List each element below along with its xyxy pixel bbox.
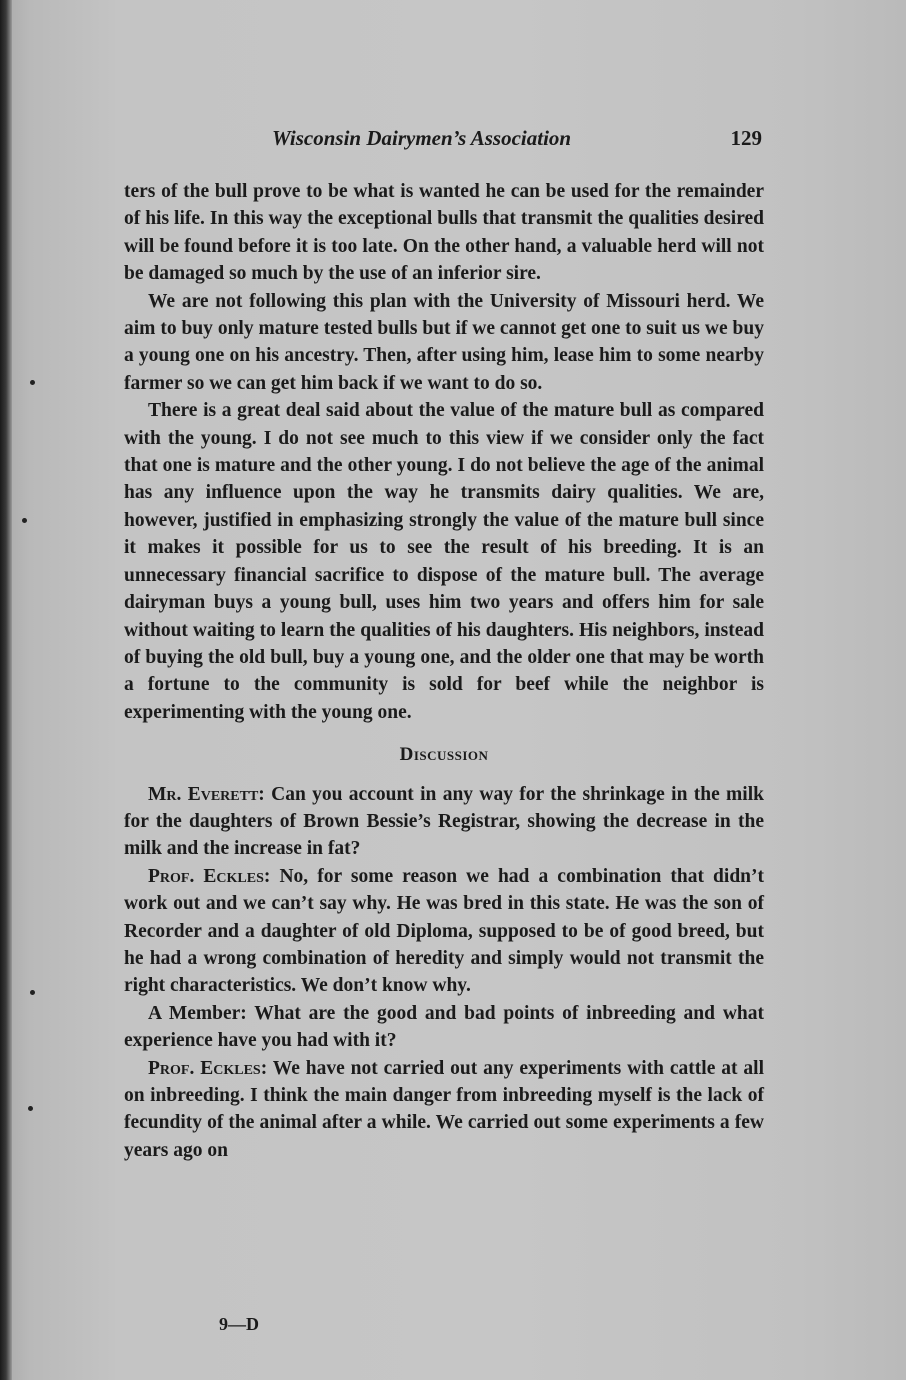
paragraph: We are not following this plan with the University of Missouri herd. We aim to buy only mature tested bulls but if we cannot get one to suit us we buy a young one on his ancestry. Then, after using him, lease him to some nearby farmer so we can get him back if we want to do so. bbox=[124, 290, 764, 394]
dialogue-text: We have not carried out any experiments with cattle at all on inbreeding. I think the main danger from inbreeding myself is the lack of fecundity of the animal after a while. We carried out some experiments a few years ago on bbox=[124, 1057, 764, 1161]
speaker-name: A Member bbox=[148, 1002, 241, 1024]
dialogue-text: Can you account in any way for the shrinkage in the milk for the daughters of Brown Bessie’s Registrar, showing the decrease in the milk and the increase in fat? bbox=[124, 783, 764, 860]
scan-speck bbox=[28, 1106, 33, 1111]
speaker-name: Prof. Eckles bbox=[148, 865, 264, 887]
dialogue-paragraph: A Member: What are the good and bad points of inbreeding and what experience have you had with it? bbox=[124, 1002, 764, 1052]
dialogue-text: No, for some reason we had a combination that didn’t work out and we can’t say why. He was bred in this state. He was the son of Recorder and a daughter of old Diploma, supposed to be of good breed, but he had a wrong combination of heredity and simply would not transmit the right characteristics. We don’t know why. bbox=[124, 865, 764, 997]
speaker-name: Prof. Eckles bbox=[148, 1057, 261, 1079]
running-header bbox=[124, 126, 764, 156]
body-text bbox=[124, 178, 764, 1164]
running-title: Wisconsin Dairymen’s Association bbox=[272, 126, 572, 150]
scan-speck bbox=[22, 518, 27, 523]
paragraph: ters of the bull prove to be what is wanted he can be used for the remainder of his life. In this way the exceptional bulls that transmit the qualities desired will be found before it is too late. On the other hand, a valuable herd will not be damaged so much by the use of an inferior sire. bbox=[124, 181, 764, 285]
book-binding-edge bbox=[0, 0, 12, 1380]
page-number: 129 bbox=[730, 126, 762, 150]
dialogue-text: What are the good and bad points of inbreeding and what experience have you had with it? bbox=[124, 1002, 764, 1052]
scan-speck bbox=[30, 990, 35, 995]
dialogue-paragraph: Prof. Eckles: We have not carried out any experiments with cattle at all on inbreeding. I think the main danger from inbreeding myself is the lack of fecundity of the animal after a while. We carried out some experiments a few years ago on bbox=[124, 1057, 764, 1161]
paragraph: There is a great deal said about the value of the mature bull as compared with the young. I do not see much to this view if we consider only the fact that one is mature and the other young. I do not believe the age of the animal has any influence upon the way he transmits dairy qualities. We are, however, justified in emphasizing strongly the value of the mature bull since it makes it possible for us to see the result of his breeding. It is an unnecessary financial sacrifice to dispose of the mature bull. The average dairyman buys a young bull, uses him two years and offers him for sale without waiting to learn the qualities of his daughters. His neighbors, instead of buying the old bull, buy a young one, and the older one that may be worth a fortune to the community is sold for beef while the neighbor is experimenting with the young one. bbox=[124, 400, 764, 723]
speaker-name: Mr. Everett bbox=[148, 783, 259, 805]
signature-mark: 9—D bbox=[219, 1314, 259, 1334]
section-heading: Discussion bbox=[399, 744, 489, 766]
dialogue-paragraph: Prof. Eckles: No, for some reason we had a combination that didn’t work out and we can’t say why. He was bred in this state. He was the son of Recorder and a daughter of old Diploma, supposed to be of good breed, but he had a wrong combination of heredity and simply would not transmit the right characteristics. We don’t know why. bbox=[124, 865, 764, 997]
dialogue-paragraph: Mr. Everett: Can you account in any way for the shrinkage in the milk for the daughters of Brown Bessie’s Registrar, showing the decrease in the milk and the increase in fat? bbox=[124, 783, 764, 860]
scan-speck bbox=[30, 380, 35, 385]
